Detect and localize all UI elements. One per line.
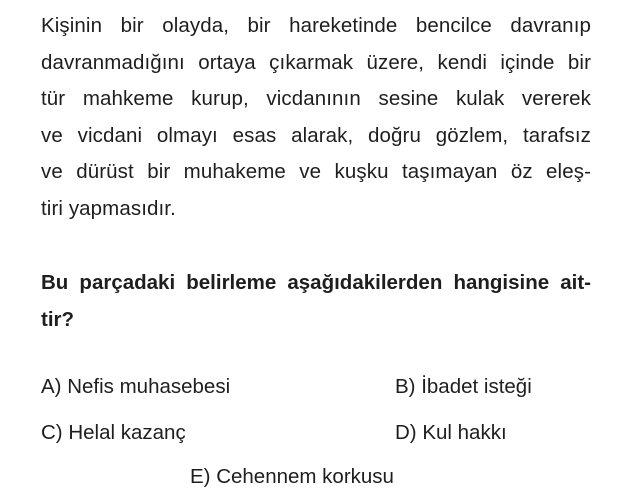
passage-line: davranmadığını ortaya çıkarmak üzere, kendi içinde bir <box>41 50 591 74</box>
passage-line: tür mahkeme kurup, vicdanının sesine kulak vererek <box>41 87 591 111</box>
option-a[interactable]: A) Nefis muhasebesi <box>41 375 231 398</box>
option-c[interactable]: C) Helal kazanç <box>41 421 186 444</box>
passage-line: ve vicdani olmayı esas alarak, doğru gözlem, tarafsız <box>41 123 591 147</box>
passage-line: tiri yapmasıdır. <box>41 196 176 220</box>
question-line: Bu parçadaki belirleme aşağıdakilerden hangisine ait- <box>41 271 591 294</box>
passage-paragraph <box>41 8 591 228</box>
passage-line: ve dürüst bir muhakeme ve kuşku taşımayan öz eleş- <box>41 160 591 184</box>
option-d[interactable]: D) Kul hakkı <box>395 421 507 444</box>
question-stem <box>41 264 591 338</box>
option-e[interactable]: E) Cehennem korkusu <box>190 465 394 488</box>
question-line: tir? <box>41 308 75 331</box>
option-b[interactable]: B) İbadet isteği <box>395 375 532 398</box>
passage-line: Kişinin bir olayda, bir hareketinde bencilce davranıp <box>41 14 591 37</box>
